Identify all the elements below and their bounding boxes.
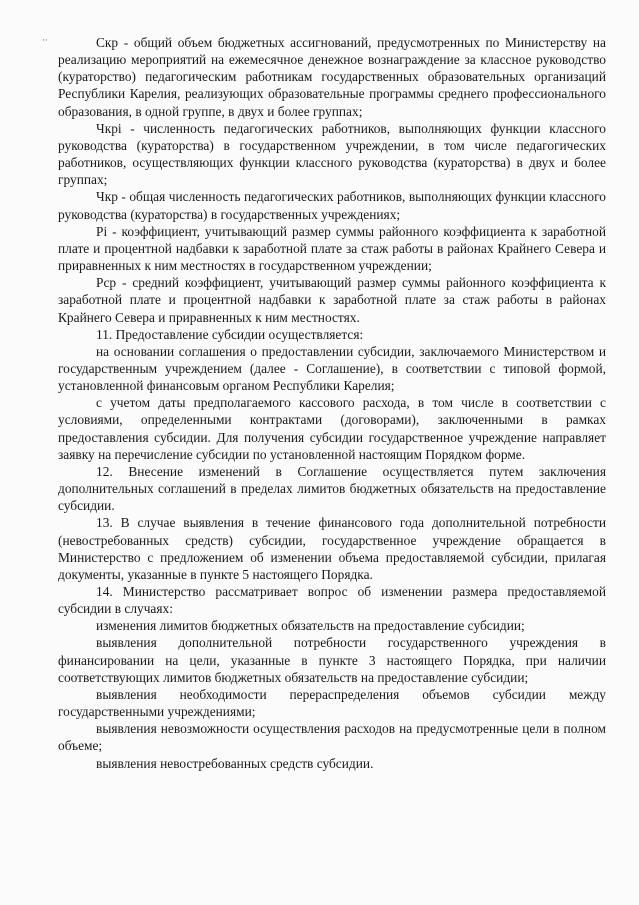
paragraph-case-unclaimed: выявления невостребованных средств субсидии. xyxy=(96,755,374,771)
paragraph-skr-definition: Скр - общий объем бюджетных ассигнований, предусмотренных по Министерству на реализацию мероприятий на ежемесячное денежное вознаграждение за классное руководство (кураторство) педагогическим работникам государственных образовательных организаций Республики Карелия, реализующих образовательные программы среднего профессионального образования, в одной группе, в двух и более группах; xyxy=(58,35,606,119)
paragraph-chkri-definition: Чкрі - численность педагогических работников, выполняющих функции классного руководства (кураторства) в государственном учреждении, в том числе педагогических работников, осуществляющих функции классного руководства (кураторства) в двух и более группах; xyxy=(58,120,606,188)
paragraph-chkr-definition: Чкр - общая численность педагогических работников, выполняющих функции классного руководства (кураторства) в государственных учреждениях; xyxy=(58,189,606,222)
document-body xyxy=(58,34,606,772)
margin-mark: ·· xyxy=(42,36,48,46)
paragraph-case-impossibility: выявления невозможности осуществления расходов на предусмотренные цели в полном объеме; xyxy=(58,721,606,754)
paragraph-item-11-agreement: на основании соглашения о предоставлении субсидии, заключаемого Министерством и государственным учреждением (далее - Соглашение), в соответствии с типовой формой, установленной финансовым органом Республики Карелия; xyxy=(58,343,606,394)
paragraph-case-redistribution: выявления необходимости перераспределения объемов субсидии между государственными учреждениями; xyxy=(58,686,606,720)
paragraph-item-14: 14. Министерство рассматривает вопрос об изменении размера предоставляемой субсидии в случаях: xyxy=(58,584,606,617)
paragraph-item-11-cash-date: с учетом даты предполагаемого кассового расхода, в том числе в соответствии с условиями, определенными контрактами (договорами), заключенными в рамках предоставления субсидии. Для получения субсидии государственное учреждение направляет заявку на перечисление субсидии по установленной настоящим Порядком форме. xyxy=(58,395,606,462)
paragraph-pi-definition: Рі - коэффициент, учитывающий размер суммы районного коэффициента к заработной плате и процентной надбавки к заработной плате за стаж работы в районах Крайнего Севера и приравненных к ним местностях в государственном учреждении; xyxy=(58,223,606,274)
paragraph-case-limits: изменения лимитов бюджетных обязательств на предоставление субсидии; xyxy=(96,618,525,634)
paragraph-item-13: 13. В случае выявления в течение финансового года дополнительной потребности (невостребованных средств) субсидии, государственное учреждение обращается в Министерство с предложением об изменении объема предоставляемой субсидии, прилагая документы, указанные в пункте 5 настоящего Порядка. xyxy=(58,515,606,582)
paragraph-item-11: 11. Предоставление субсидии осуществляется: xyxy=(96,326,364,342)
paragraph-item-12: 12. Внесение изменений в Соглашение осуществляется путем заключения дополнительных соглашений в пределах лимитов бюджетных обязательств на предоставление субсидии. xyxy=(58,463,606,514)
paragraph-rsr-definition: Рср - средний коэффициент, учитывающий размер суммы районного коэффициента к заработной плате и процентной надбавки к заработной плате за стаж работы в районах Крайнего Севера и приравненных к ним местностях. xyxy=(58,275,606,325)
paragraph-case-additional-need: выявления дополнительной потребности государственного учреждения в финансировании на цели, указанные в пункте 3 настоящего Порядка, при наличии соответствующих лимитов бюджетных обязательств на предоставление субсидии; xyxy=(58,635,606,685)
